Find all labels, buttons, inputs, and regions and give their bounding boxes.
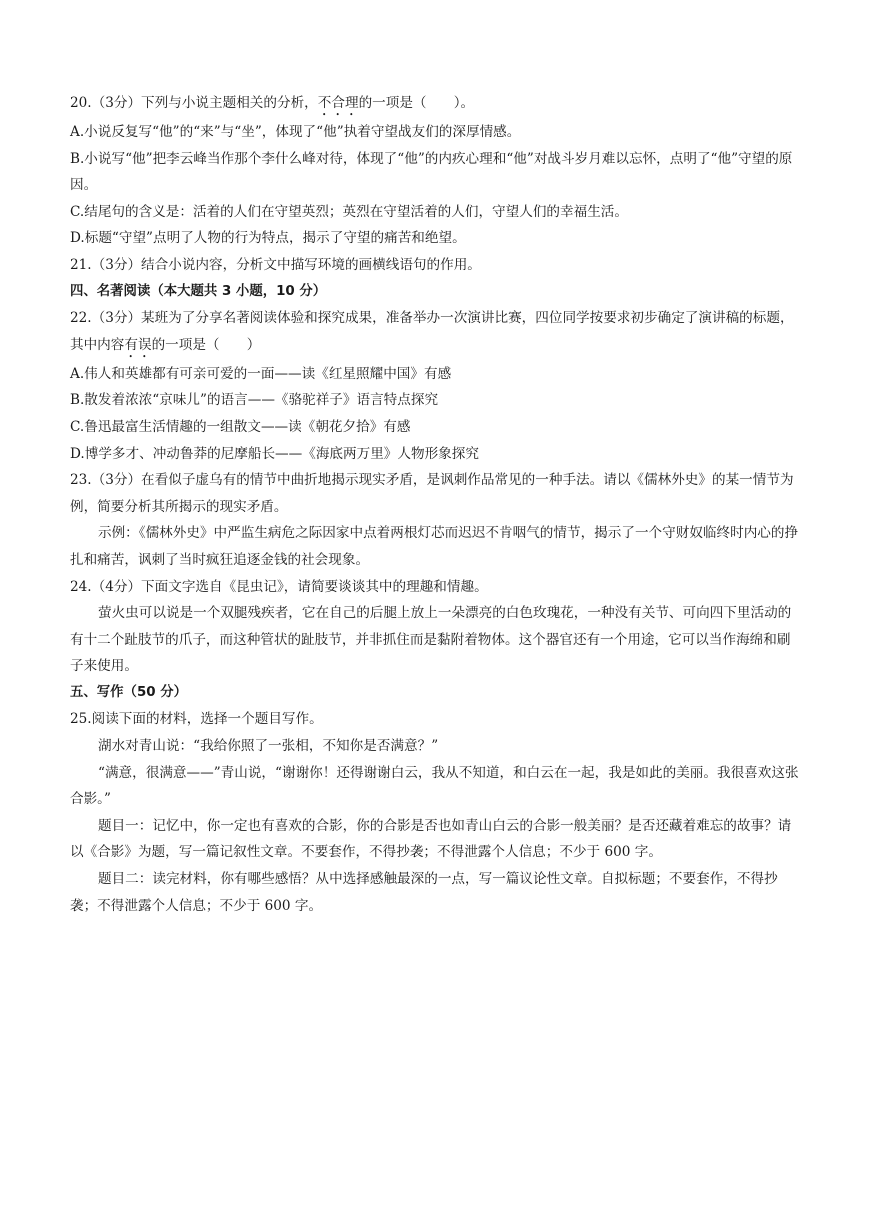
question-22-stem-tail: 的一项是（ ）	[151, 336, 261, 353]
question-22-stem	[70, 305, 800, 361]
question-20	[70, 90, 800, 252]
topic-2: 题目二：读完材料，你有哪些感悟？从中选择感触最深的一点，写一篇议论性文章。自拟标题；不要套作，不得抄袭；不得泄露个人信息；不少于 600 字。	[70, 871, 778, 914]
question-23-stem: 23.（3分）在看似子虚乌有的情节中曲折地揭示现实矛盾，是讽刺作品常见的一种手法。请以《儒林外史》的某一情节为例，简要分析其所揭示的现实矛盾。	[70, 472, 794, 515]
question-24-stem: 24.（4分）下面文字选自《昆虫记》，请简要谈谈其中的理趣和情趣。	[70, 578, 488, 595]
option-a: A.伟人和英雄都有可亲可爱的一面——读《红星照耀中国》有感	[70, 365, 452, 382]
question-25	[70, 706, 800, 919]
question-20-stem-tail: 的一项是（ ）。	[358, 95, 475, 111]
question-20-stem-text: 20.（3分）下列与小说主题相关的分析，	[70, 95, 318, 111]
option-a: A.小说反复写“他”的“来”与“坐”，体现了“他”执着守望战友们的深厚情感。	[70, 124, 521, 140]
question-25-stem: 25.阅读下面的材料，选择一个题目写作。	[70, 711, 323, 728]
question-24-passage: 萤火虫可以说是一个双腿残疾者，它在自己的后腿上放上一朵漂亮的白色玫瑰花，一种没有关节、可向四下里活动的有十二个趾肢节的爪子，而这种管状的趾肢节，并非抓住而是黏附着物体。这个器官还有一个用途，它可以当作海绵和刷子来使用。	[70, 605, 792, 675]
option-d: D.标题“守望”点明了人物的行为特点，揭示了守望的痛苦和绝望。	[70, 230, 466, 247]
question-24	[70, 574, 800, 680]
question-23	[70, 467, 800, 573]
question-23-example: 示例：《儒林外史》中严监生病危之际因家中点着两根灯芯而迟迟不肯咽气的情节，揭示了一个守财奴临终时内心的挣扎和痛苦，讽刺了当时疯狂追逐金钱的社会现象。	[70, 525, 799, 568]
question-22-emphasis: 有误	[124, 336, 152, 353]
section-4-heading: 四、名著阅读（本大题共 3 小题，10 分）	[70, 283, 327, 299]
question-22-stem-text: 22.（3分）某班为了分享名著阅读体验和探究成果，准备举办一次演讲比赛，四位同学按要求初步确定了演讲稿的标题，其中内容	[70, 310, 794, 353]
material-line-1: 湖水对青山说：“我给你照了一张相，不知你是否满意？”	[98, 738, 439, 755]
section-5-heading: 五、写作（50 分）	[70, 684, 188, 700]
option-d: D.博学多才、冲动鲁莽的尼摩船长——《海底两万里》人物形象探究	[70, 445, 479, 462]
option-c: C.结尾句的含义是：活着的人们在守望英烈；英烈在守望活着的人们，守望人们的幸福生活。	[70, 203, 628, 220]
topic-1: 题目一：记忆中，你一定也有喜欢的合影，你的合影是否也如青山白云的合影一般美丽？是否还藏着难忘的故事？请以《合影》为题，写一篇记叙性文章。不要套作，不得抄袭；不得泄露个人信息；不少于 600 字。	[70, 817, 792, 861]
option-b: B.小说写“他”把李云峰当作那个李什么峰对待，体现了“他”的内疚心理和“他”对战斗岁月难以忘怀，点明了“他”守望的原因。	[70, 150, 793, 194]
option-c: C.鲁迅最富生活情趣的一组散文——读《朝花夕拾》有感	[70, 418, 411, 435]
exam-content	[70, 90, 800, 919]
material-line-2: “满意，很满意——”青山说，“谢谢你！还得谢谢白云，我从不知道，和白云在一起，我是如此的美丽。我很喜欢这张合影。”	[70, 764, 799, 808]
question-22	[70, 305, 800, 467]
question-20-emphasis: 不合理	[317, 95, 359, 111]
question-21: 21.（3分）结合小说内容，分析文中描写环境的画横线语句的作用。	[70, 256, 481, 273]
option-b: B.散发着浓浓“京味儿”的语言——《骆驼祥子》语言特点探究	[70, 392, 439, 409]
question-20-stem	[70, 90, 800, 119]
